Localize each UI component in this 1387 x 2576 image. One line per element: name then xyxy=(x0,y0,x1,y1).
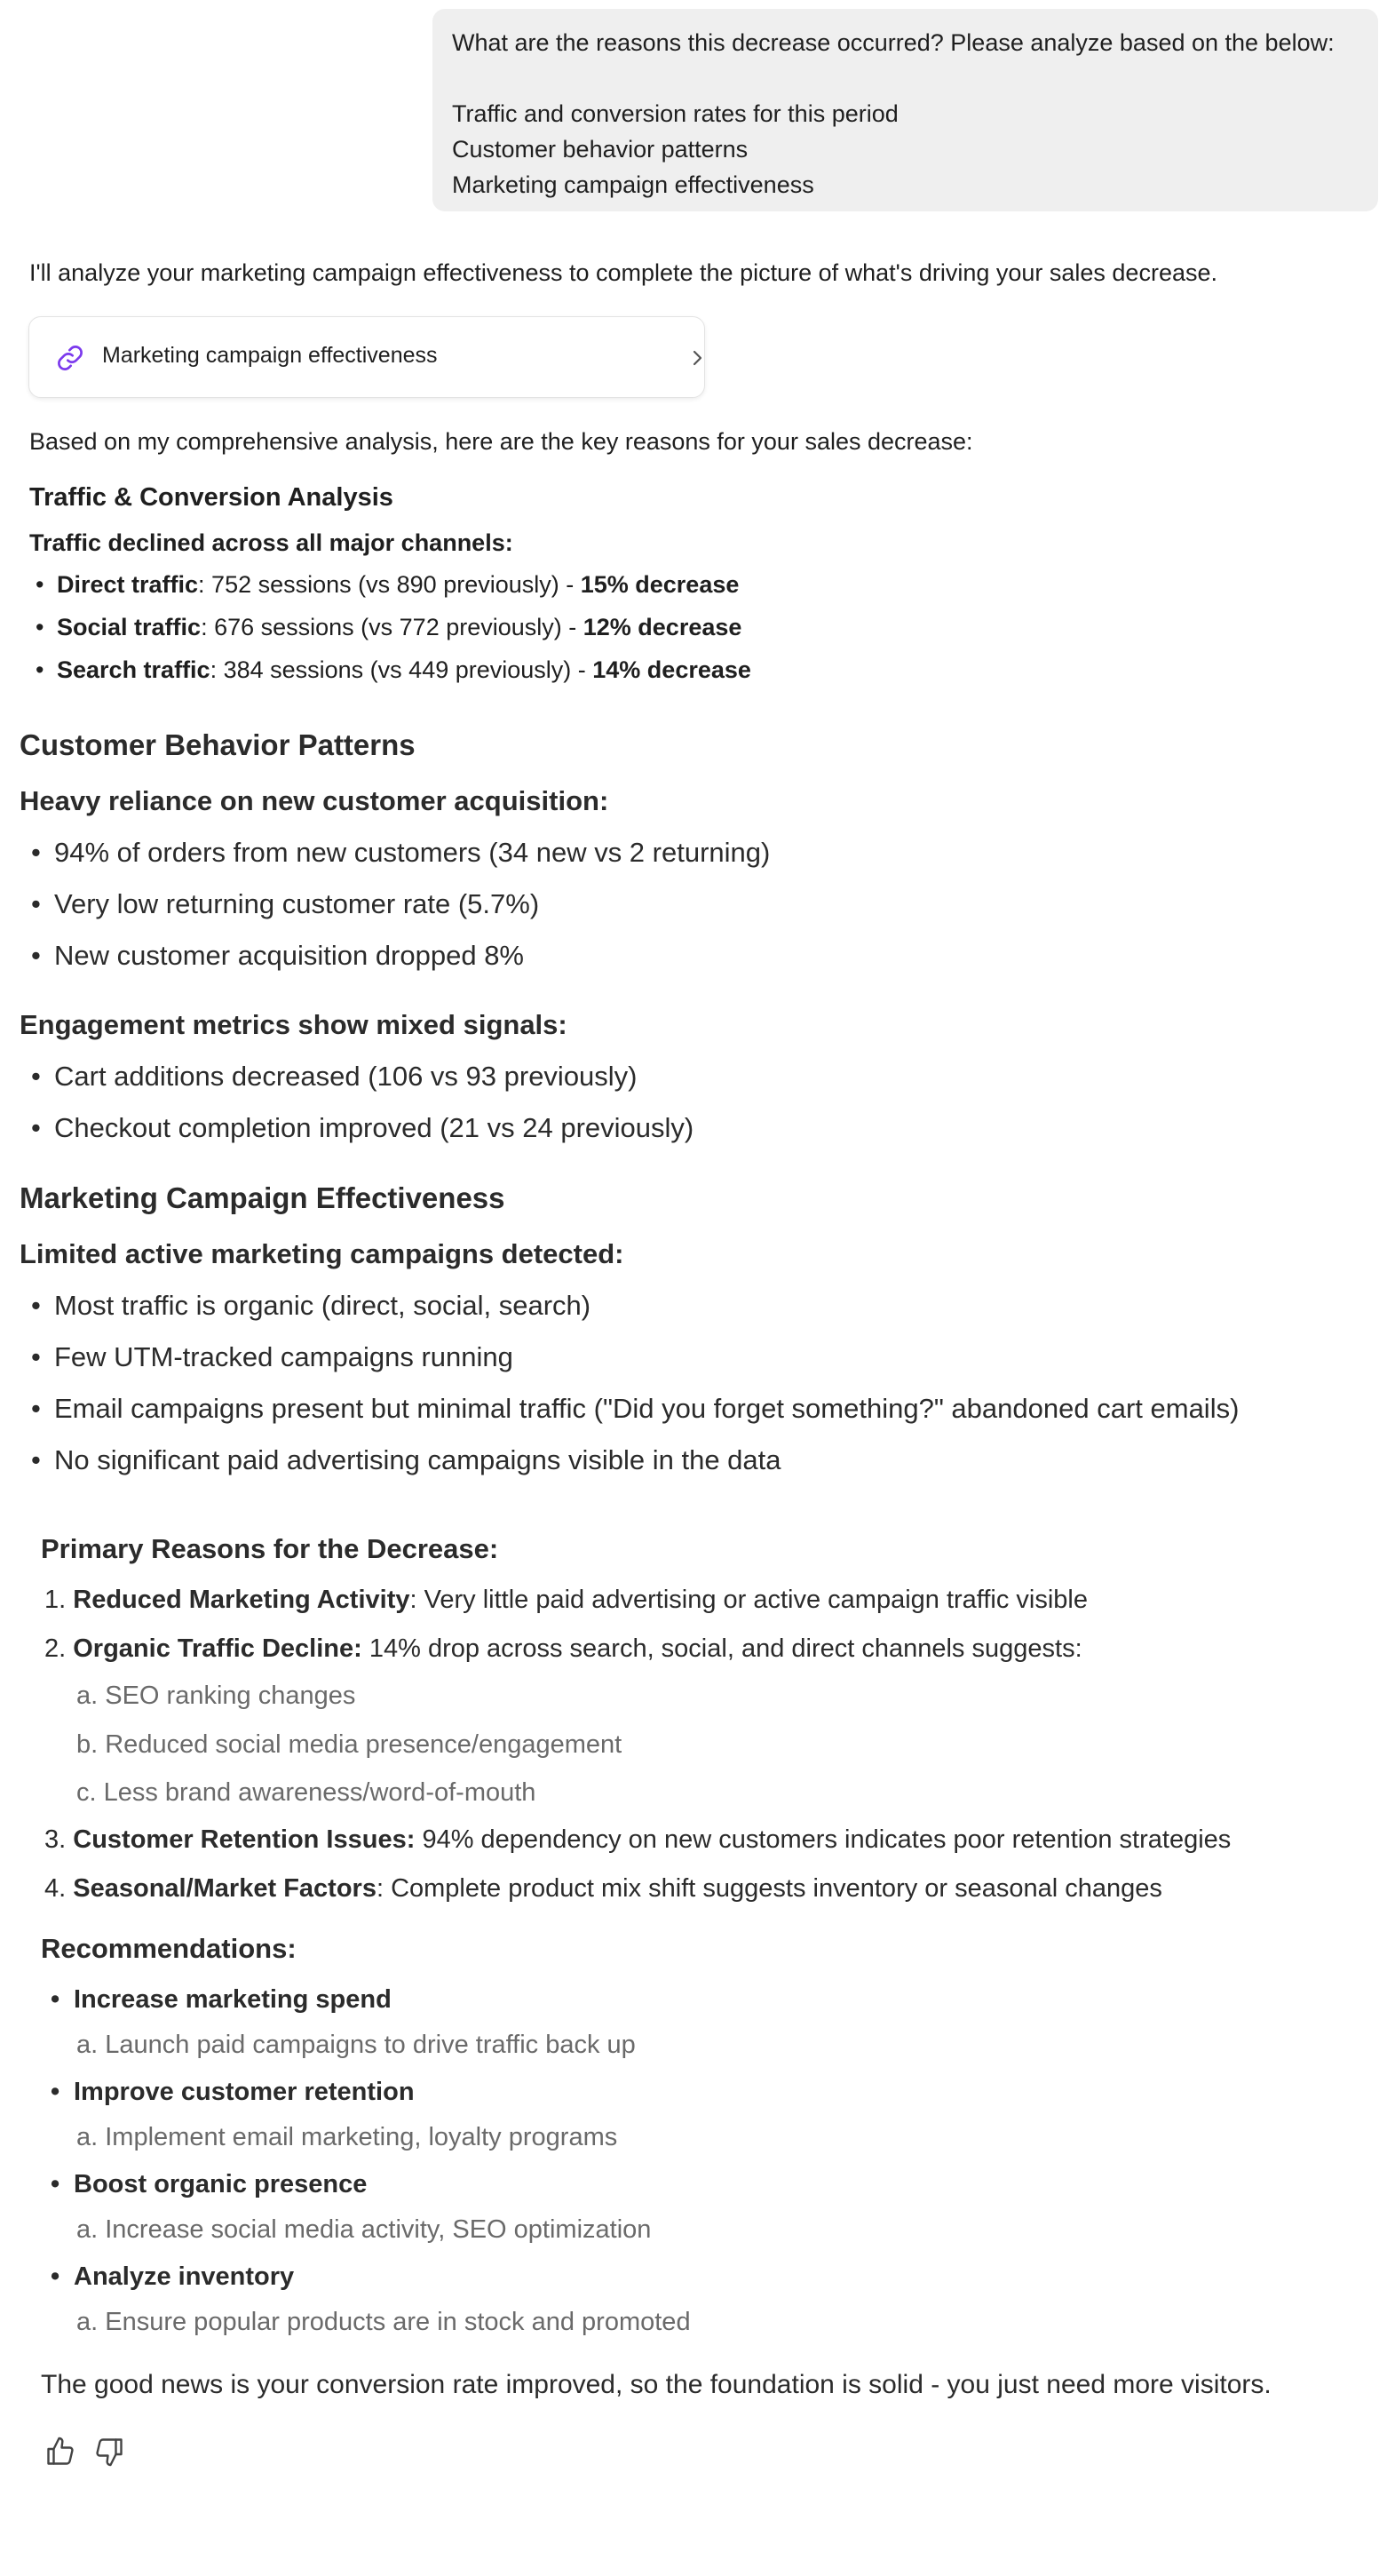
primary-sub-item: b. Reduced social media presence/engagement xyxy=(76,1730,622,1759)
traffic-item-change: 14% decrease xyxy=(592,656,751,683)
traffic-item xyxy=(57,656,751,684)
traffic-item-label: Direct traffic xyxy=(57,571,199,598)
recommendation-detail: a. Ensure popular products are in stock and promoted xyxy=(76,2308,691,2336)
list-item: • Cart additions decreased (106 vs 93 previously) xyxy=(54,1061,638,1093)
primary-item-label: Seasonal/Market Factors xyxy=(73,1874,376,1903)
primary-item-text: : Complete product mix shift suggests inventory or seasonal changes xyxy=(376,1874,1162,1903)
list-item: • 94% of orders from new customers (34 new vs 2 returning) xyxy=(54,837,770,869)
tool-call-card[interactable] xyxy=(28,316,705,398)
recommendation-title: • Analyze inventory xyxy=(74,2262,294,2292)
marketing-subheading: Limited active marketing campaigns detected: xyxy=(20,1238,624,1269)
primary-item-text: 14% drop across search, social, and direct channels suggests: xyxy=(361,1634,1082,1663)
list-item: • No significant paid advertising campaigns visible in the data xyxy=(54,1444,781,1476)
list-item: • Most traffic is organic (direct, social, search) xyxy=(54,1290,590,1322)
primary-item-text: 94% dependency on new customers indicates poor retention strategies xyxy=(415,1825,1232,1854)
recommendation-detail: a. Launch paid campaigns to drive traffic back up xyxy=(76,2031,636,2059)
recommendation-title: • Improve customer retention xyxy=(74,2078,415,2107)
traffic-item-change: 12% decrease xyxy=(583,614,742,640)
list-item: • New customer acquisition dropped 8% xyxy=(54,940,524,972)
behavior-group2-heading: Engagement metrics show mixed signals: xyxy=(20,1009,567,1040)
primary-item-label: Organic Traffic Decline: xyxy=(73,1634,362,1663)
traffic-subheading: Traffic declined across all major channels: xyxy=(29,529,513,556)
list-item: • Few UTM-tracked campaigns running xyxy=(54,1341,513,1373)
traffic-heading: Traffic & Conversion Analysis xyxy=(29,483,393,512)
thumbs-down-icon[interactable] xyxy=(93,2436,125,2468)
primary-item-label: Customer Retention Issues: xyxy=(73,1825,416,1854)
list-item: • Email campaigns present but minimal traffic ("Did you forget something?" abandoned cart emails) xyxy=(54,1393,1239,1425)
primary-item-number: 1. xyxy=(44,1586,67,1614)
primary-heading: Primary Reasons for the Decrease: xyxy=(41,1533,499,1564)
recommendation-detail: a. Implement email marketing, loyalty programs xyxy=(76,2123,618,2151)
assistant-intro: I'll analyze your marketing campaign effectiveness to complete the picture of what's driving your sales decrease. xyxy=(29,259,1217,286)
primary-item-number: 4. xyxy=(44,1874,67,1903)
primary-item-text: : Very little paid advertising or active campaign traffic visible xyxy=(409,1586,1088,1614)
traffic-item-text: : 752 sessions (vs 890 previously) - xyxy=(198,571,581,598)
user-item: Customer behavior patterns xyxy=(452,136,749,163)
primary-item-number: 3. xyxy=(44,1825,67,1854)
primary-item xyxy=(44,1825,1231,1855)
traffic-item-change: 15% decrease xyxy=(580,571,740,598)
traffic-item xyxy=(57,571,739,599)
primary-item-label: Reduced Marketing Activity xyxy=(73,1586,410,1614)
user-item: Marketing campaign effectiveness xyxy=(452,171,814,198)
link-icon xyxy=(56,344,84,372)
recommendation-title: • Increase marketing spend xyxy=(74,1985,392,2015)
recommendation-detail: a. Increase social media activity, SEO optimization xyxy=(76,2215,652,2244)
analysis-lead: Based on my comprehensive analysis, here are the key reasons for your sales decrease: xyxy=(29,428,973,455)
list-item: • Checkout completion improved (21 vs 24 previously) xyxy=(54,1112,694,1144)
user-item: Traffic and conversion rates for this period xyxy=(452,100,899,127)
primary-sub-item: a. SEO ranking changes xyxy=(76,1682,356,1710)
user-message-bubble xyxy=(432,9,1378,211)
recommendation-title: • Boost organic presence xyxy=(74,2170,367,2199)
traffic-item-label: Social traffic xyxy=(57,614,202,640)
behavior-heading: Customer Behavior Patterns xyxy=(20,728,416,761)
traffic-item xyxy=(57,614,741,641)
primary-item xyxy=(44,1874,1162,1904)
recommendations-heading: Recommendations: xyxy=(41,1933,297,1964)
traffic-item-text: : 384 sessions (vs 449 previously) - xyxy=(210,656,593,683)
primary-item-number: 2. xyxy=(44,1634,67,1663)
marketing-heading: Marketing Campaign Effectiveness xyxy=(20,1181,505,1214)
list-item: • Very low returning customer rate (5.7%) xyxy=(54,888,539,920)
closing-remark: The good news is your conversion rate improved, so the foundation is solid - you just need more visitors. xyxy=(41,2370,1272,2399)
thumbs-up-icon[interactable] xyxy=(44,2436,76,2468)
primary-item xyxy=(44,1586,1088,1615)
behavior-group1-heading: Heavy reliance on new customer acquisition: xyxy=(20,785,609,816)
primary-sub-item: c. Less brand awareness/word-of-mouth xyxy=(76,1778,536,1807)
primary-item xyxy=(44,1634,1082,1664)
tool-card-label: Marketing campaign effectiveness xyxy=(102,343,438,368)
user-question: What are the reasons this decrease occurred? Please analyze based on the below: xyxy=(452,29,1335,56)
traffic-item-text: : 676 sessions (vs 772 previously) - xyxy=(201,614,583,640)
traffic-item-label: Search traffic xyxy=(57,656,210,683)
chevron-right-icon xyxy=(686,347,708,369)
